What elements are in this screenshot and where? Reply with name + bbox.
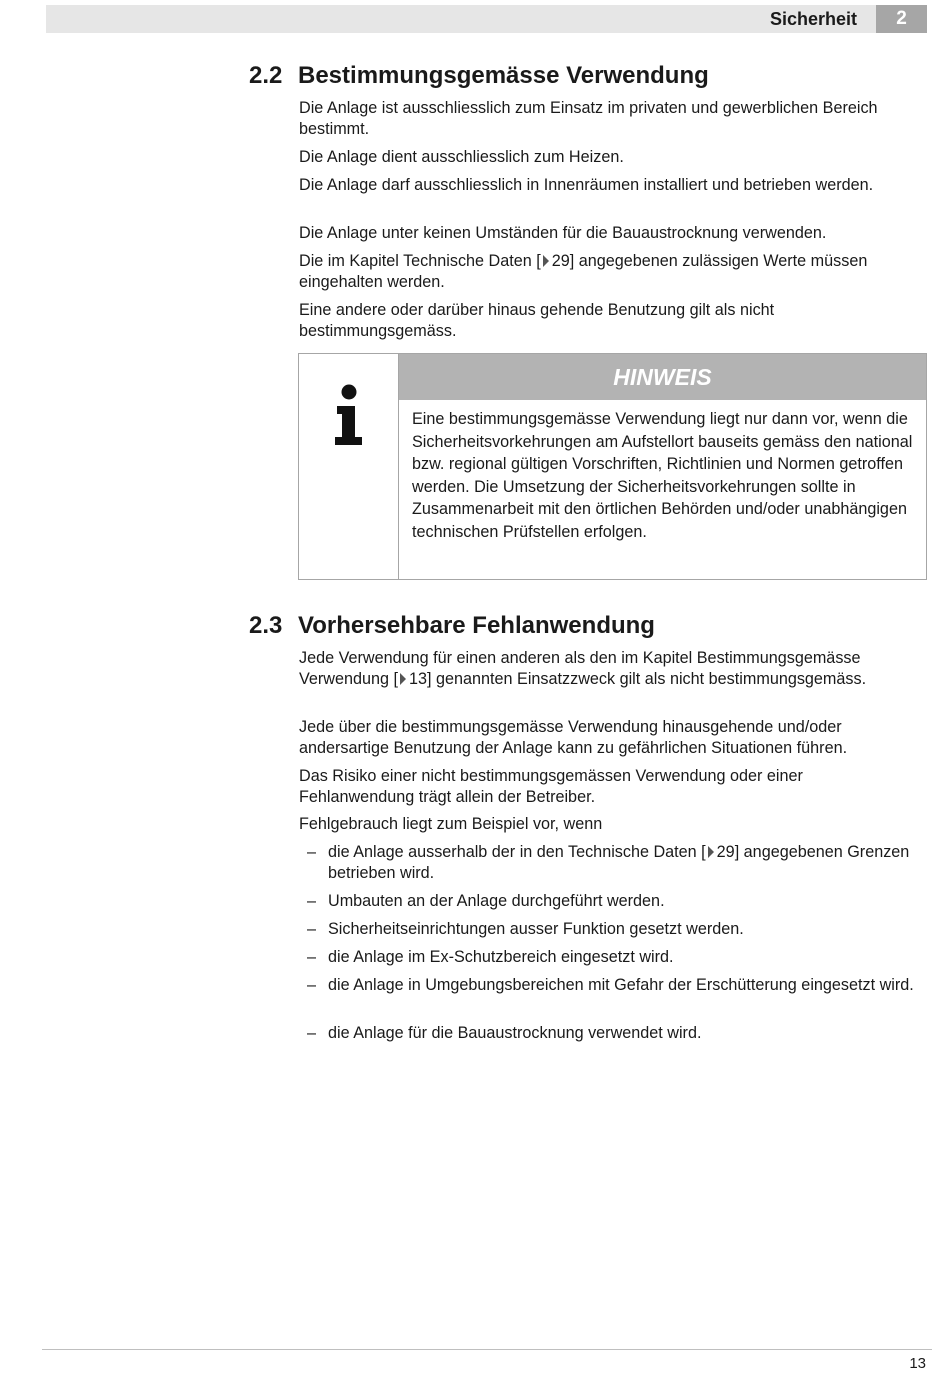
chapter-number-badge: 2: [876, 5, 927, 33]
list-dash: –: [307, 976, 317, 994]
paragraph: Fehlgebrauch liegt zum Beispiel vor, wenn: [299, 815, 603, 833]
section-number: 2.2: [249, 62, 283, 89]
section-heading-2-3: [249, 612, 655, 640]
list-item-text: Umbauten an der Anlage durchgeführt werden.: [328, 892, 665, 910]
list-item-text: die Anlage in Umgebungsbereichen mit Gefahr der Erschütterung eingesetzt wird.: [328, 976, 914, 994]
page-reference-link[interactable]: 29: [716, 843, 735, 861]
list-dash: –: [307, 920, 317, 938]
page-reference-arrow-icon: [400, 673, 406, 685]
notice-icon-cell: [299, 354, 399, 579]
paragraph-with-reference: Jede Verwendung für einen anderen als den im Kapitel Bestimmungsgemässe Verwendung [ 13] genannten Einsatzzweck gilt als nicht bestimmungsgemäss.: [299, 649, 867, 688]
paragraph-with-reference: Die im Kapitel Technische Daten [ 29] angegebenen zulässigen Werte müssen eingehalten werden.: [299, 252, 868, 291]
page-reference-link[interactable]: 29: [551, 252, 570, 270]
paragraph: Eine andere oder darüber hinaus gehende Benutzung gilt als nicht bestimmungsgemäss.: [299, 301, 775, 340]
paragraph: Die Anlage dient ausschliesslich zum Heizen.: [299, 148, 624, 166]
page-number: 13: [909, 1355, 926, 1372]
page-reference-link[interactable]: 13: [409, 670, 428, 688]
page-reference-arrow-icon: [708, 846, 714, 858]
paragraph: Das Risiko einer nicht bestimmungsgemässen Verwendung oder einer Fehlanwendung trägt allein der Betreiber.: [299, 767, 803, 806]
notice-box: [298, 353, 927, 580]
header-title: Sicherheit: [769, 9, 857, 29]
list-item-text: Sicherheitseinrichtungen ausser Funktion gesetzt werden.: [328, 920, 744, 938]
paragraph: Die Anlage ist ausschliesslich zum Einsatz im privaten und gewerblichen Bereich bestimmt.: [299, 99, 878, 138]
page-reference-arrow-icon: [543, 255, 549, 267]
info-icon: [332, 384, 366, 446]
section-title: Vorhersehbare Fehlanwendung: [298, 612, 655, 639]
page-header: [46, 5, 927, 33]
list-dash: –: [307, 1024, 317, 1042]
paragraph: Jede über die bestimmungsgemässe Verwendung hinausgehende und/oder andersartige Benutzung der Anlage kann zu gefährlichen Situationen führen.: [299, 718, 848, 757]
notice-heading: HINWEIS: [399, 354, 926, 400]
list-dash: –: [307, 948, 317, 966]
section-number: 2.3: [249, 612, 283, 639]
list-item-text: die Anlage ausserhalb der in den Technische Daten [ 29] angegebenen Grenzen betrieben wird.: [328, 843, 910, 882]
list-dash: –: [307, 892, 317, 910]
notice-text: Eine bestimmungsgemässe Verwendung liegt nur dann vor, wenn die Sicherheitsvorkehrungen am Aufstellort bauseits gemäss den national bzw. regional gültigen Vorschriften, Richtlinien und Normen getroffen werden. Die Umsetzung der Sicherheitsvorkehrungen sollte in Zusammenarbeit mit den örtlichen Behörden und/oder unabhängigen technischen Prüfstellen erfolgen.: [412, 410, 913, 541]
list-dash: –: [307, 843, 317, 861]
list-item-text: die Anlage für die Bauaustrocknung verwendet wird.: [328, 1024, 702, 1042]
paragraph: Die Anlage darf ausschliesslich in Innenräumen installiert und betrieben werden.: [299, 176, 874, 194]
section-title: Bestimmungsgemässe Verwendung: [298, 62, 709, 89]
list-item-text: die Anlage im Ex-Schutzbereich eingesetzt wird.: [328, 948, 674, 966]
paragraph: Die Anlage unter keinen Umständen für die Bauaustrocknung verwenden.: [299, 224, 827, 242]
footer-divider: [42, 1349, 932, 1350]
section-heading-2-2: [249, 62, 709, 90]
